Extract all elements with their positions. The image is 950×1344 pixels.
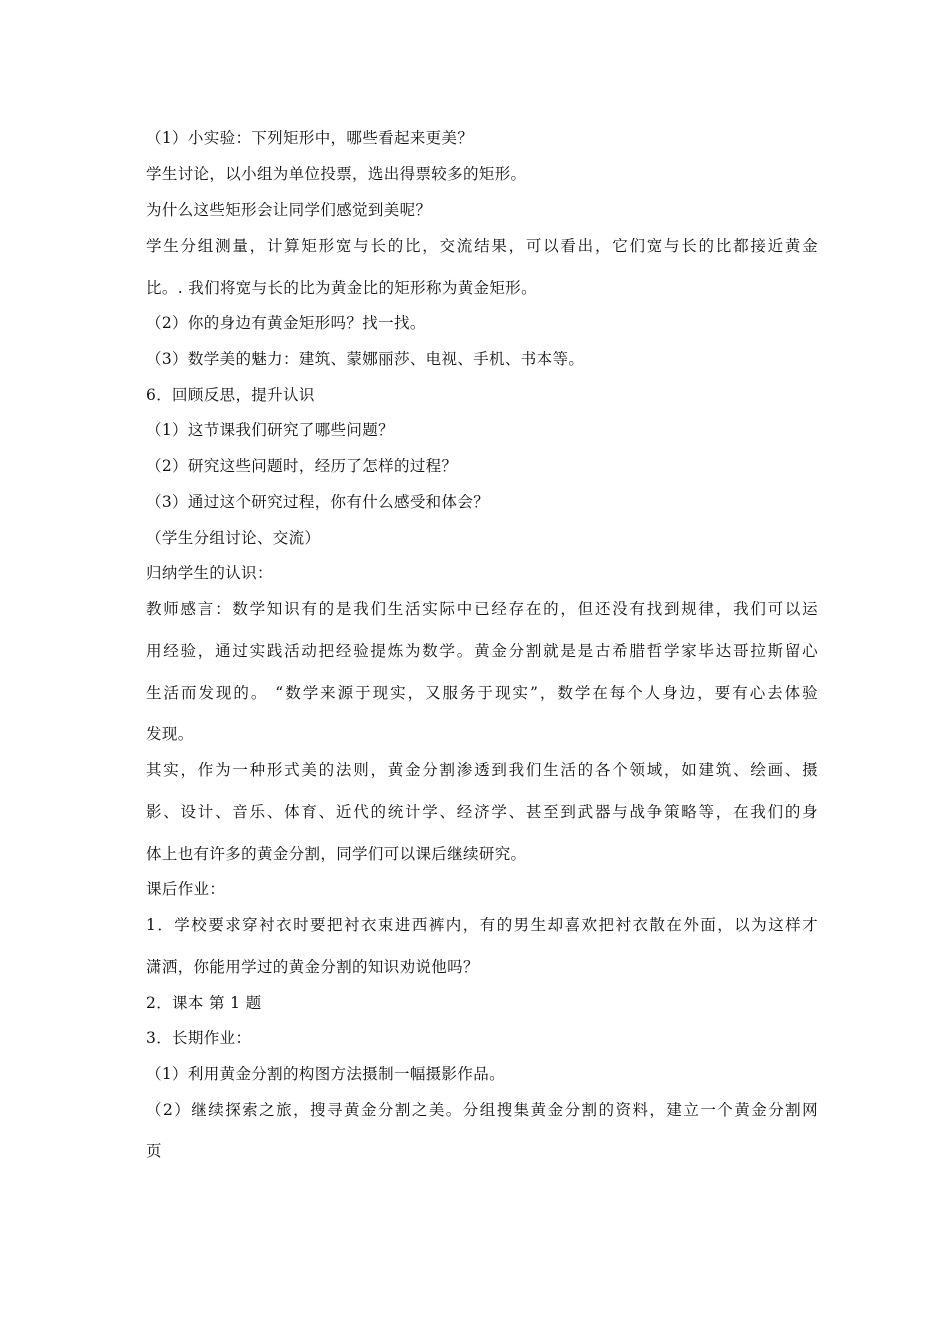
why-question: 为什么这些矩形会让同学们感觉到美呢？ <box>146 201 432 219</box>
reflection-q3: （3）通过这个研究过程，你有什么感受和体会？ <box>146 493 490 511</box>
teacher-remarks-line-2: 用经验，通过实践活动把经验提炼为数学。黄金分割就是是古希腊哲学家毕达哥拉斯留心 <box>146 642 818 660</box>
homework-2: 2．课本 第 1 题 <box>146 994 262 1012</box>
homework-3-item-2-line-2: 页 <box>146 1142 162 1160</box>
teacher-remarks-line-3: 生活而发现的。 “数学来源于现实，又服务于现实”，数学在每个人身边，要有心去体验 <box>146 684 818 702</box>
teacher-remarks-line-4: 发现。 <box>146 725 194 743</box>
find-rectangle: （2）你的身边有黄金矩形吗？找一找。 <box>146 314 426 332</box>
math-beauty: （3）数学美的魅力：建筑、蒙娜丽莎、电视、手机、书本等。 <box>146 350 585 368</box>
reflection-q1: （1）这节课我们研究了哪些问题？ <box>146 421 394 439</box>
teacher-remarks-line-1: 教师感言：数学知识有的是我们生活实际中已经存在的，但还没有找到规律，我们可以运 <box>146 600 818 618</box>
homework-1-line-2: 潇洒，你能用学过的黄金分割的知识劝说他吗？ <box>146 958 479 976</box>
homework-3-heading: 3．长期作业： <box>146 1029 252 1047</box>
homework-heading: 课后作业： <box>146 880 226 898</box>
homework-3-item-1: （1）利用黄金分割的构图方法摄制一幅摄影作品。 <box>146 1065 505 1083</box>
group-discussion: （学生分组讨论、交流） <box>146 529 321 547</box>
measure-text-line-2: 比。. 我们将宽与长的比为黄金比的矩形称为黄金矩形。 <box>146 279 537 297</box>
homework-1-line-1: 1．学校要求穿衬衣时要把衬衣束进西裤内，有的男生却喜欢把衬衣散在外面，以为这样才 <box>146 916 818 934</box>
section-reflection-heading: 6．回顾反思，提升认识 <box>146 386 315 404</box>
measure-text-line-1: 学生分组测量，计算矩形宽与长的比，交流结果，可以看出，它们宽与长的比都接近黄金 <box>146 237 818 255</box>
student-vote: 学生讨论，以小组为单位投票，选出得票较多的矩形。 <box>146 165 527 183</box>
homework-3-item-2-line-1: （2）继续探索之旅，搜寻黄金分割之美。分组搜集黄金分割的资料，建立一个黄金分割网 <box>146 1101 818 1119</box>
summary-heading: 归纳学生的认识： <box>146 564 273 582</box>
golden-ratio-text-line-2: 影、设计、音乐、体育、近代的统计学、经济学、甚至到武器与战争策略等，在我们的身 <box>146 803 818 821</box>
reflection-q2: （2）研究这些问题时，经历了怎样的过程？ <box>146 457 458 475</box>
experiment-question: （1）小实验：下列矩形中，哪些看起来更美？ <box>146 129 474 147</box>
golden-ratio-text-line-3: 体上也有许多的黄金分割，同学们可以课后继续研究。 <box>146 845 527 863</box>
golden-ratio-text-line-1: 其实，作为一种形式美的法则，黄金分割渗透到我们生活的各个领域，如建筑、绘画、摄 <box>146 761 818 779</box>
